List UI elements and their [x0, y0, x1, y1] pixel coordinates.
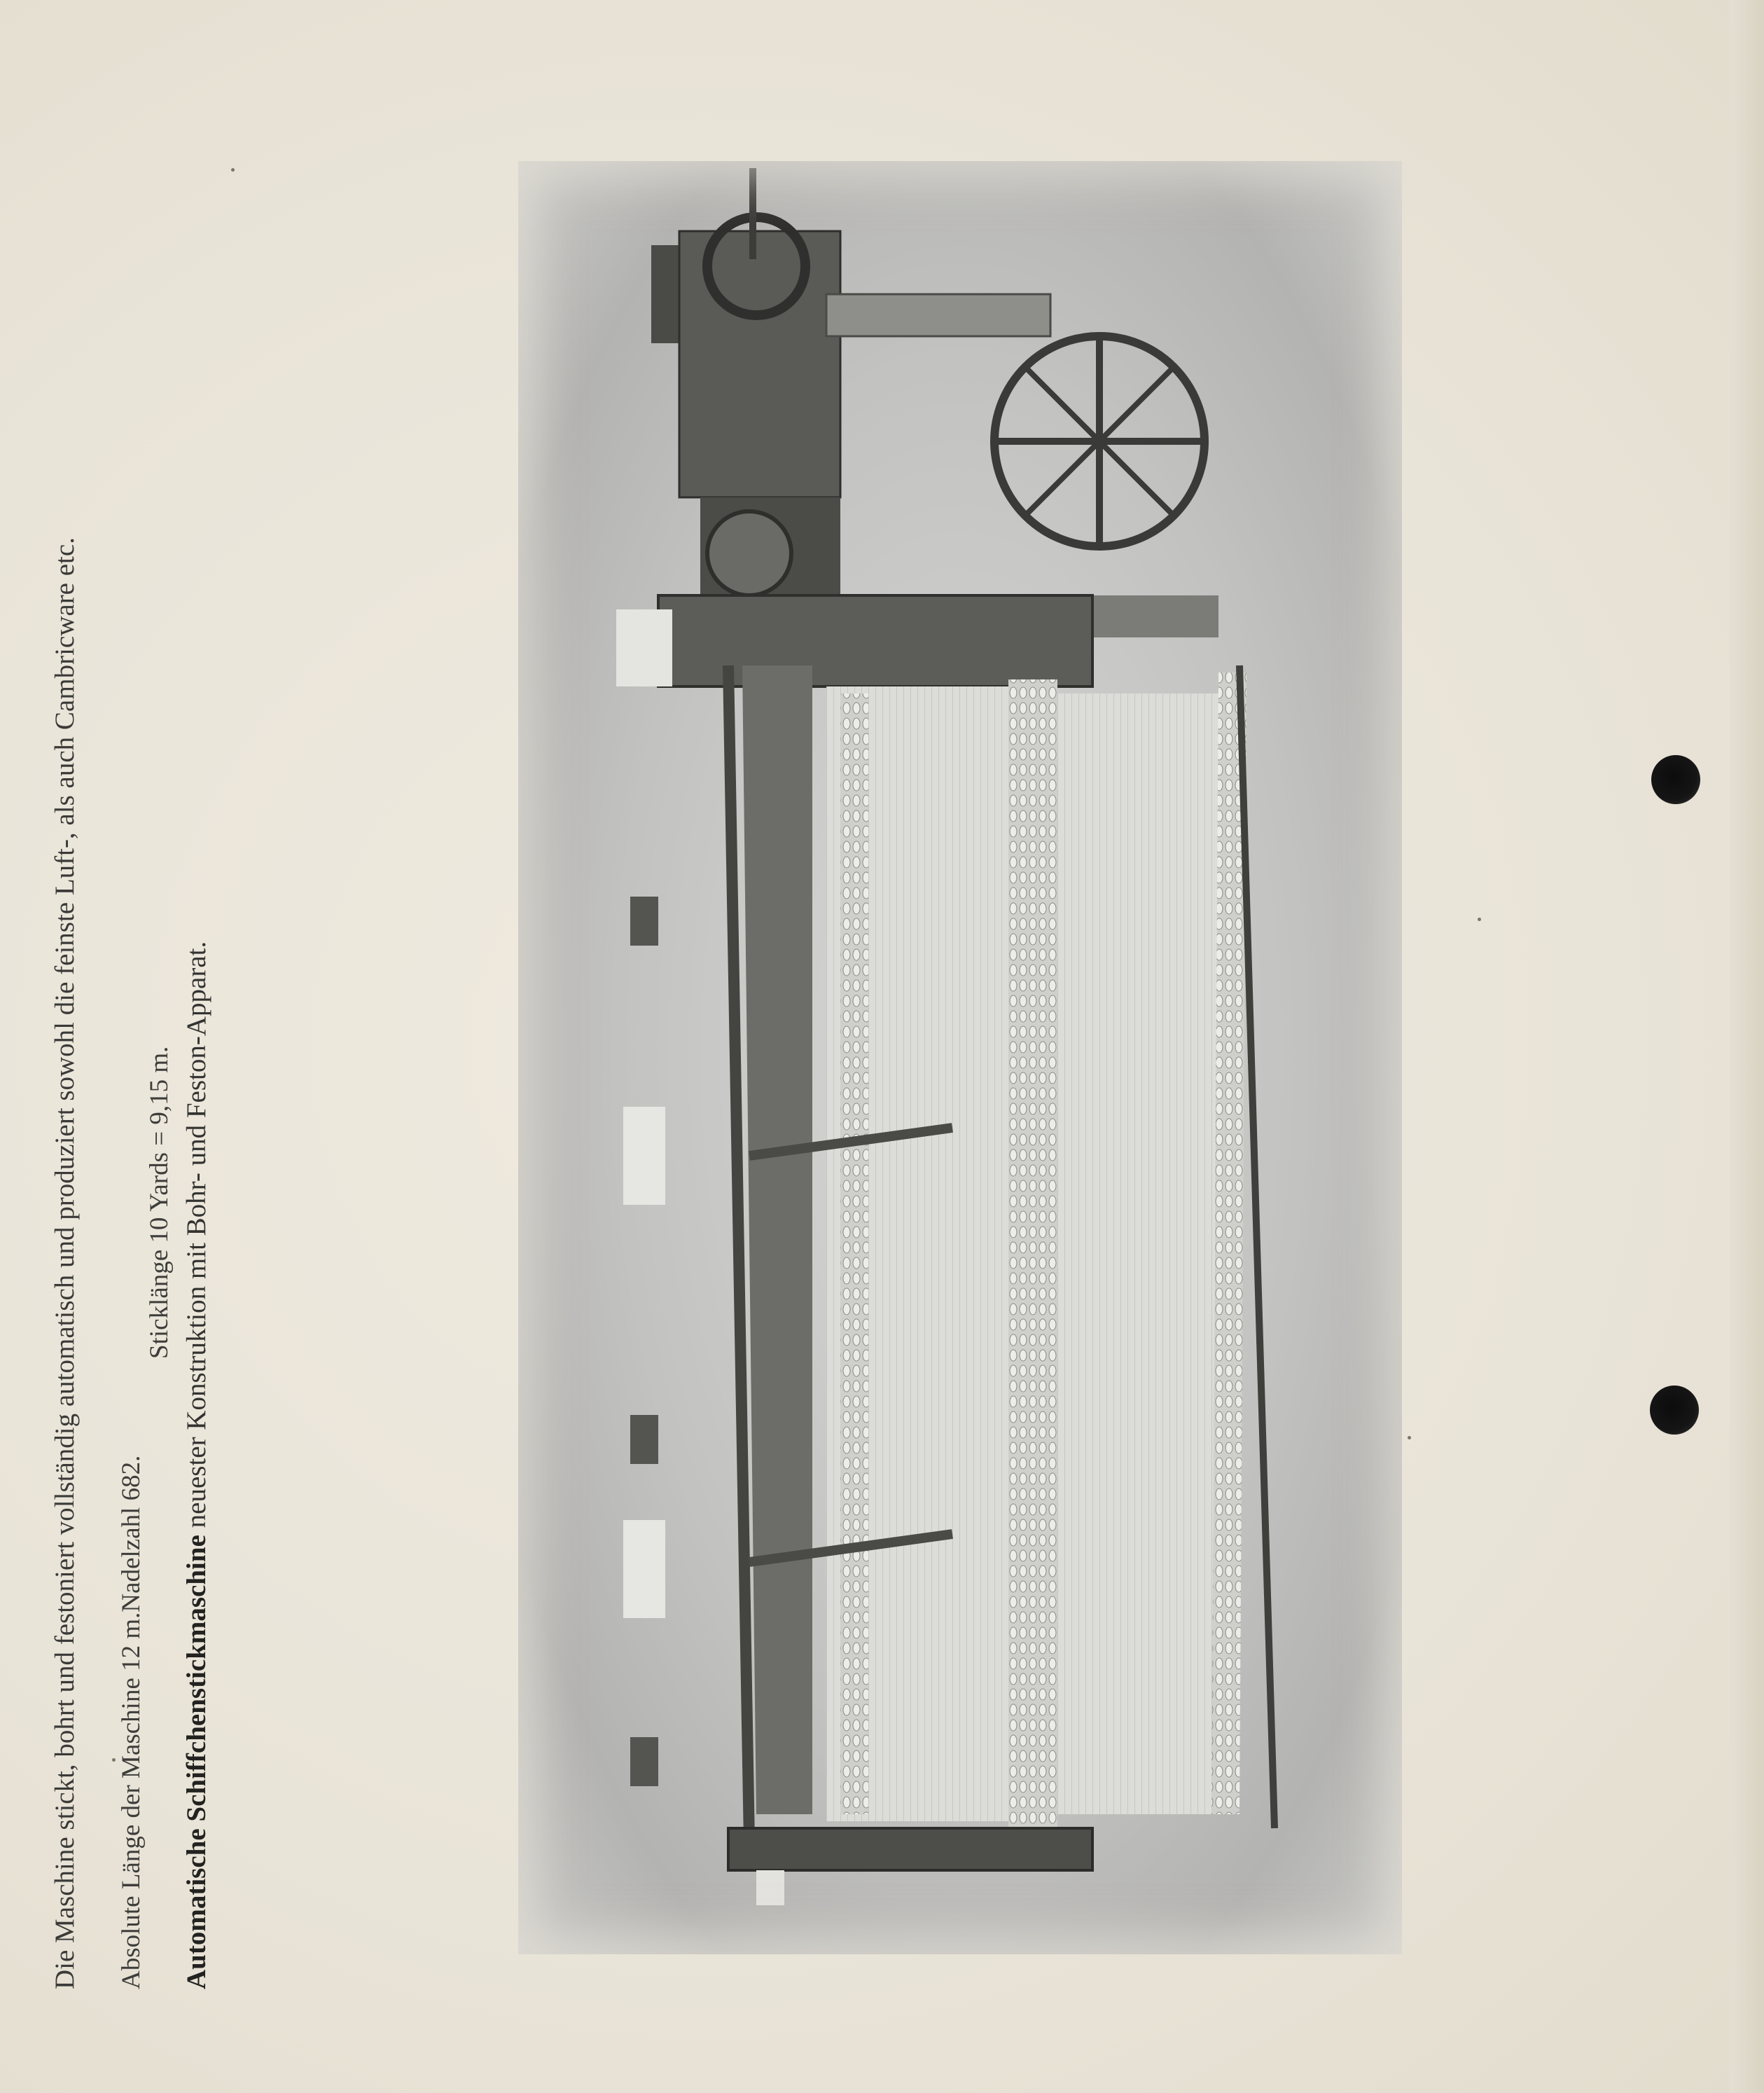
caption-title [181, 941, 212, 1989]
punch-hole [1650, 1386, 1699, 1435]
embroidery-machine-illustration [518, 161, 1402, 1954]
spec-length-machine [116, 1456, 146, 1989]
page-edge [1730, 0, 1764, 2093]
caption-block [49, 98, 455, 1989]
description-text: Die Maschine stickt, bohrt und festoniert vollständig automatisch und produziert sowohl die feinste Luft-, als auch Cambricware etc. [50, 537, 80, 1989]
caption-title-rest: neuester Konstruktion mit Bohr- und Feston-Apparat. [181, 941, 211, 1528]
paper-speck [1408, 1436, 1411, 1439]
paper-speck [1478, 918, 1481, 921]
machine-photograph [518, 161, 1402, 1954]
spec-embroidery-length: Sticklänge 10 Yards = 9,15 m. [145, 1046, 174, 1359]
spec-needle-count: Nadelzahl 682. [117, 1455, 146, 1612]
punch-hole [1651, 755, 1700, 804]
spec-absolute-length: Absolute Länge der Maschine 12 m. [117, 1612, 146, 1989]
caption-title-bold: Automatische Schiffchenstickmaschine [181, 1535, 211, 1989]
